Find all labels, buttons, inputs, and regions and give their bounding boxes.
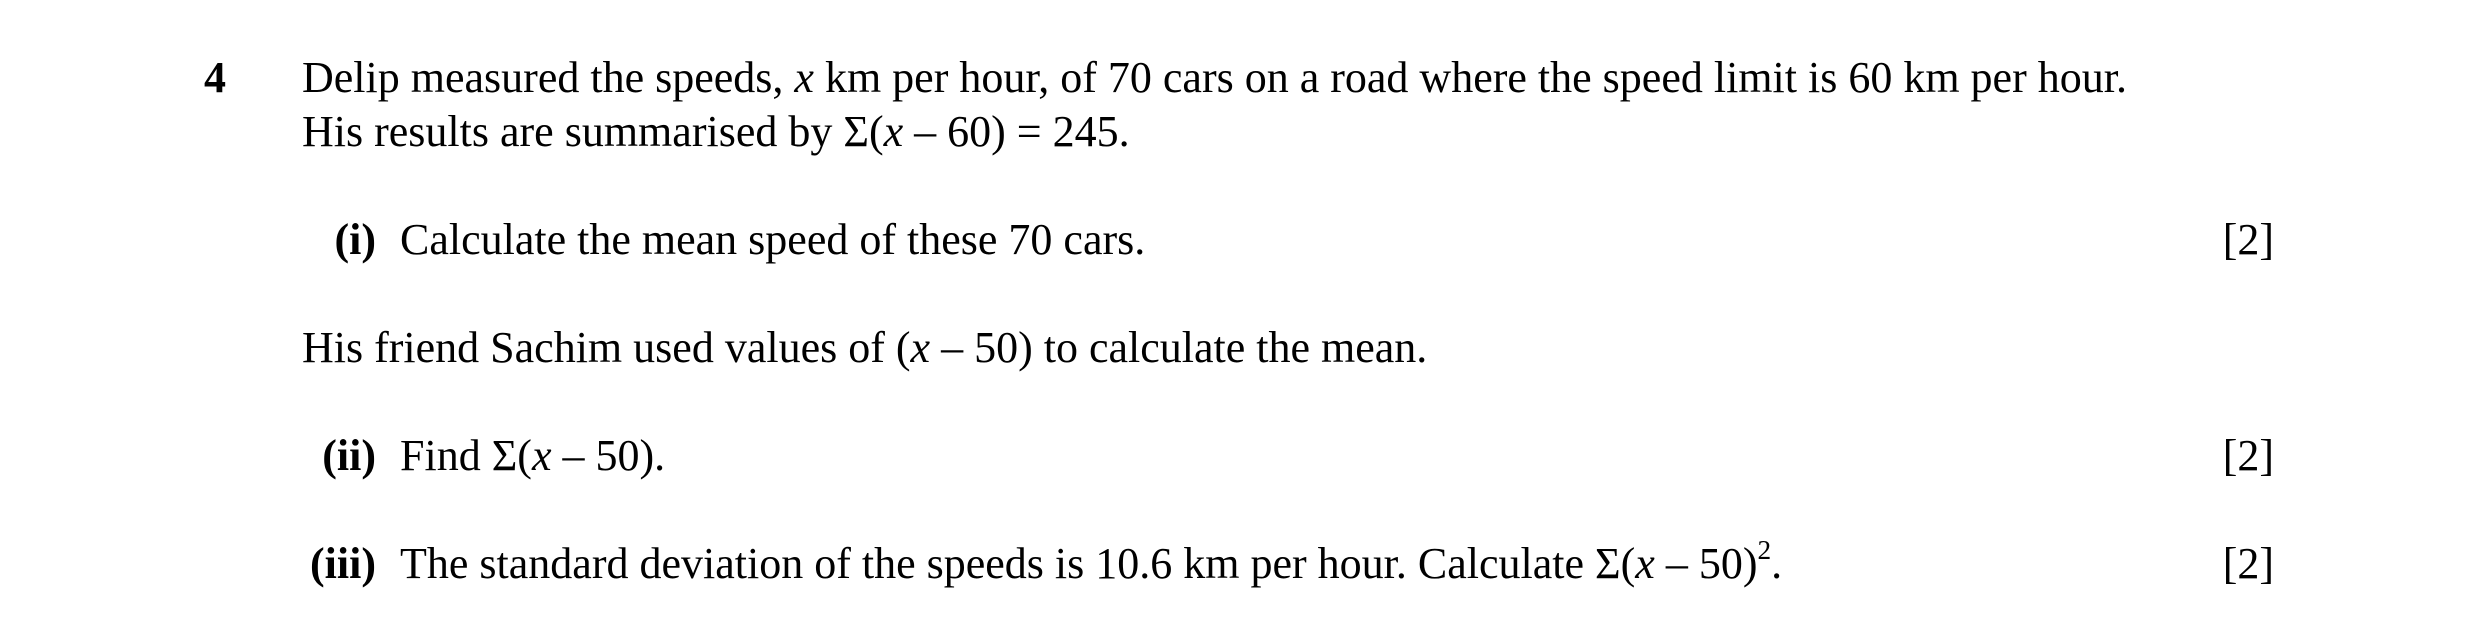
- intro-line-2-variable: x: [883, 107, 904, 156]
- part-iii-label: (iii): [310, 539, 376, 588]
- part-iii-text: [400, 534, 1783, 588]
- intro-line-2-text-a: His results are summarised by Σ(: [302, 107, 884, 156]
- part-ii-marks: [2]: [2222, 431, 2274, 480]
- part-iii-text-a: The standard deviation of the speeds is 10.6 km per hour. Calculate Σ(: [400, 539, 1636, 588]
- intro-line-1-variable: x: [794, 53, 814, 102]
- part-iii-text-b: – 50): [1654, 539, 1758, 588]
- part-i-text: Calculate the mean speed of these 70 cars.: [400, 215, 1146, 264]
- part-iii-marks: [2]: [2222, 539, 2274, 588]
- part-ii-text-a: Find Σ(: [400, 431, 532, 480]
- part-i-marks: [2]: [2222, 215, 2274, 264]
- middle-text-a: His friend Sachim used values of (: [302, 323, 911, 372]
- part-iii-text-c: .: [1771, 539, 1783, 588]
- middle-text-variable: x: [910, 323, 931, 372]
- intro-line-1-text-a: Delip measured the speeds,: [302, 53, 795, 102]
- part-ii-variable: x: [531, 431, 552, 480]
- question-number: 4: [204, 53, 226, 102]
- question-intro-line-1: [302, 53, 2127, 102]
- question-intro-line-2: [302, 107, 1130, 156]
- part-i-label: (i): [334, 215, 376, 264]
- intro-line-1-text-b: km per hour, of 70 cars on a road where the speed limit is 60 km per hour.: [813, 53, 2127, 102]
- middle-text-b: – 50) to calculate the mean.: [930, 323, 1428, 372]
- part-ii-label: (ii): [322, 431, 376, 480]
- question-middle-text: [302, 323, 1428, 372]
- intro-line-2-text-b: – 60) = 245.: [903, 107, 1130, 156]
- part-ii-text: [400, 431, 666, 480]
- part-iii-variable: x: [1635, 539, 1655, 588]
- part-ii-text-b: – 50).: [551, 431, 666, 480]
- part-iii-superscript: 2: [1757, 534, 1772, 565]
